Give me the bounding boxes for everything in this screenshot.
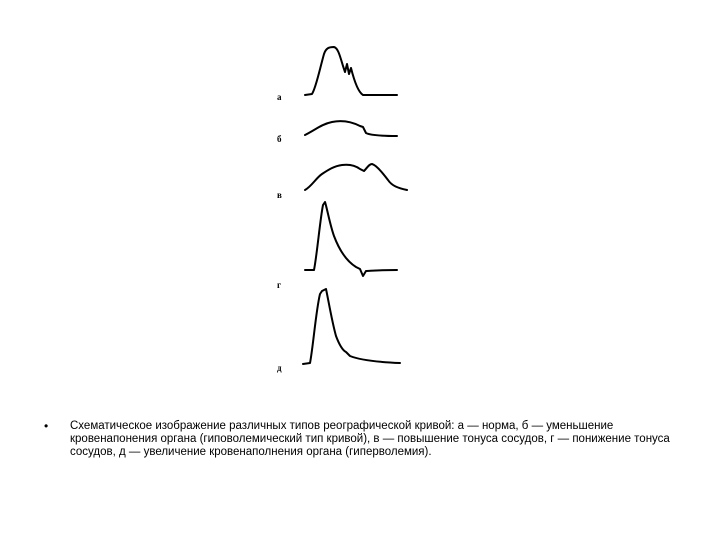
bullet-point: • [44, 419, 49, 433]
panel-b [277, 121, 397, 144]
panel-d [277, 202, 397, 290]
panel-label-b: б [277, 134, 282, 144]
curve-a [305, 47, 397, 95]
rheography-curves-figure [260, 30, 430, 380]
panel-e [277, 289, 400, 373]
curves-svg [260, 30, 430, 380]
panel-c [277, 164, 407, 200]
curve-b [305, 121, 397, 136]
panel-label-e: д [277, 363, 282, 373]
panel-label-c: в [277, 190, 282, 200]
panel-label-a: а [277, 92, 282, 102]
panel-label-d: г [277, 280, 282, 290]
curve-c [305, 164, 407, 190]
curve-d [305, 202, 397, 276]
figure-caption: Схематическое изображение различных типов реографической кривой: а — норма, б — уменьшение кровенапонения органа (гиповолемический тип кривой), в — повышение тонуса сосудов, г — понижение тонуса сосудов, д — увеличение кровенаполнения органа (гиперволемия). [70, 420, 670, 458]
panel-a [277, 47, 397, 102]
curve-e [303, 289, 400, 364]
